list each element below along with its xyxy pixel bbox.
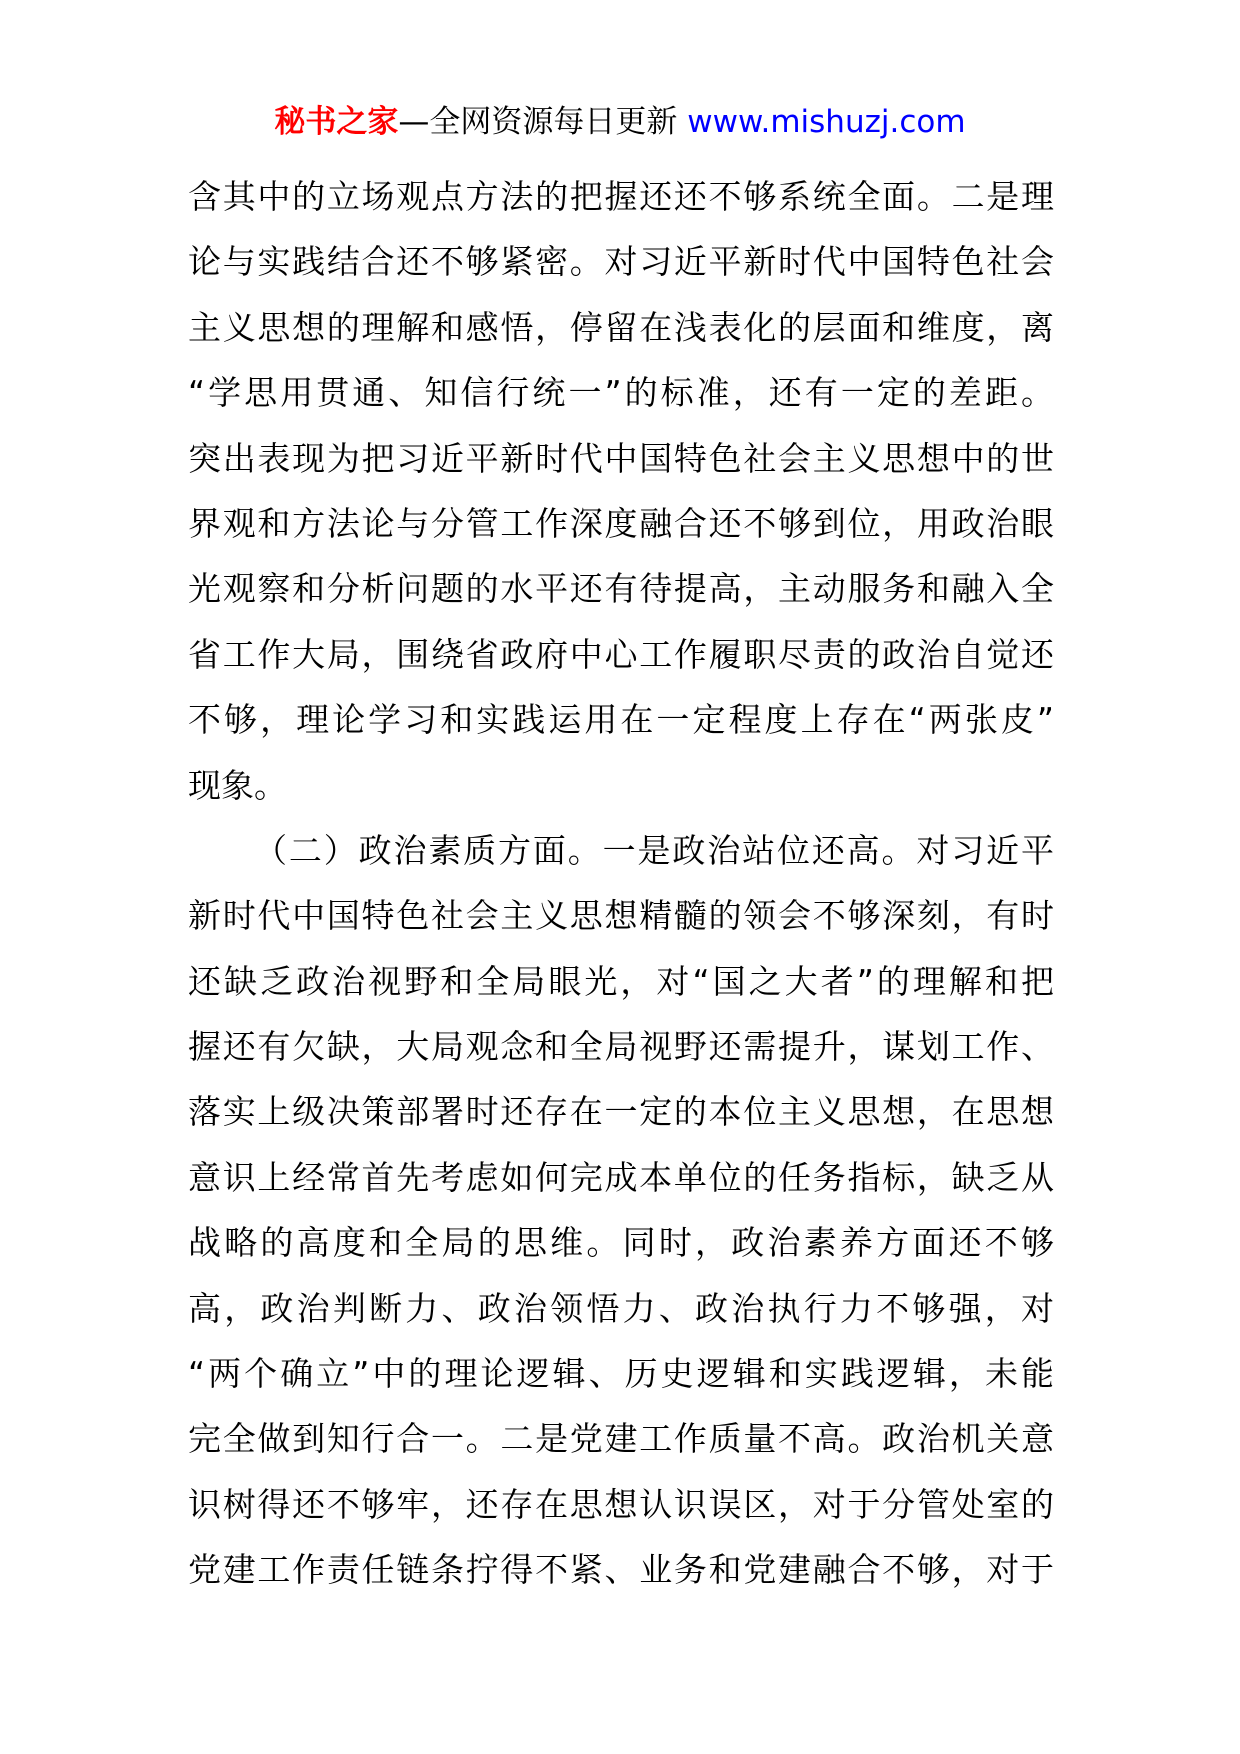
text-line: 还缺乏政治视野和全局眼光，对“国之大者”的理解和把 bbox=[188, 961, 1054, 1001]
text-line: 不够，理论学习和实践运用在一定程度上存在“两张皮” bbox=[188, 700, 1054, 740]
site-slogan: —全网资源每日更新 bbox=[398, 104, 678, 140]
text-line: 落实上级决策部署时还存在一定的本位主义思想，在思想 bbox=[188, 1092, 1054, 1132]
text-line: 论与实践结合还不够紧密。对习近平新时代中国特色社会 bbox=[188, 242, 1054, 282]
text-line: 高，政治判断力、政治领悟力、政治执行力不够强，对 bbox=[188, 1288, 1054, 1328]
text-line: 省工作大局，围绕省政府中心工作履职尽责的政治自觉还 bbox=[188, 634, 1054, 674]
text-line: 主义思想的理解和感悟，停留在浅表化的层面和维度，离 bbox=[188, 307, 1054, 347]
text-line: “两个确立”中的理论逻辑、历史逻辑和实践逻辑，未能 bbox=[188, 1354, 1054, 1394]
text-line: 意识上经常首先考虑如何完成本单位的任务指标，缺乏从 bbox=[188, 1157, 1054, 1197]
text-line: 新时代中国特色社会主义思想精髓的领会不够深刻，有时 bbox=[188, 896, 1054, 936]
text-line: 握还有欠缺，大局观念和全局视野还需提升，谋划工作、 bbox=[188, 1027, 1054, 1067]
text-line: 现象。 bbox=[188, 765, 287, 805]
text-line: 识树得还不够牢，还存在思想认识误区，对于分管处室的 bbox=[188, 1484, 1054, 1524]
text-line: 战略的高度和全局的思维。同时，政治素养方面还不够 bbox=[188, 1223, 1054, 1263]
text-line: 界观和方法论与分管工作深度融合还不够到位，用政治眼 bbox=[188, 503, 1054, 543]
text-line: 党建工作责任链条拧得不紧、业务和党建融合不够，对于 bbox=[188, 1550, 1054, 1590]
section-heading-line: （二）政治素质方面。一是政治站位还高。对习近平 bbox=[254, 830, 1054, 870]
site-brand: 秘书之家 bbox=[274, 104, 399, 140]
text-line: 含其中的立场观点方法的把握还还不够系统全面。二是理 bbox=[188, 177, 1054, 216]
text-line: 完全做到知行合一。二是党建工作质量不高。政治机关意 bbox=[188, 1419, 1054, 1459]
text-line: 突出表现为把习近平新时代中国特色社会主义思想中的世 bbox=[188, 438, 1054, 478]
text-line: 光观察和分析问题的水平还有待提高，主动服务和融入全 bbox=[188, 569, 1054, 609]
site-url-link[interactable]: www.mishuzj.com bbox=[677, 104, 966, 140]
document-body bbox=[188, 164, 1054, 1603]
page-header bbox=[0, 100, 1240, 144]
text-line: “学思用贯通、知信行统一”的标准，还有一定的差距。 bbox=[188, 373, 1054, 413]
